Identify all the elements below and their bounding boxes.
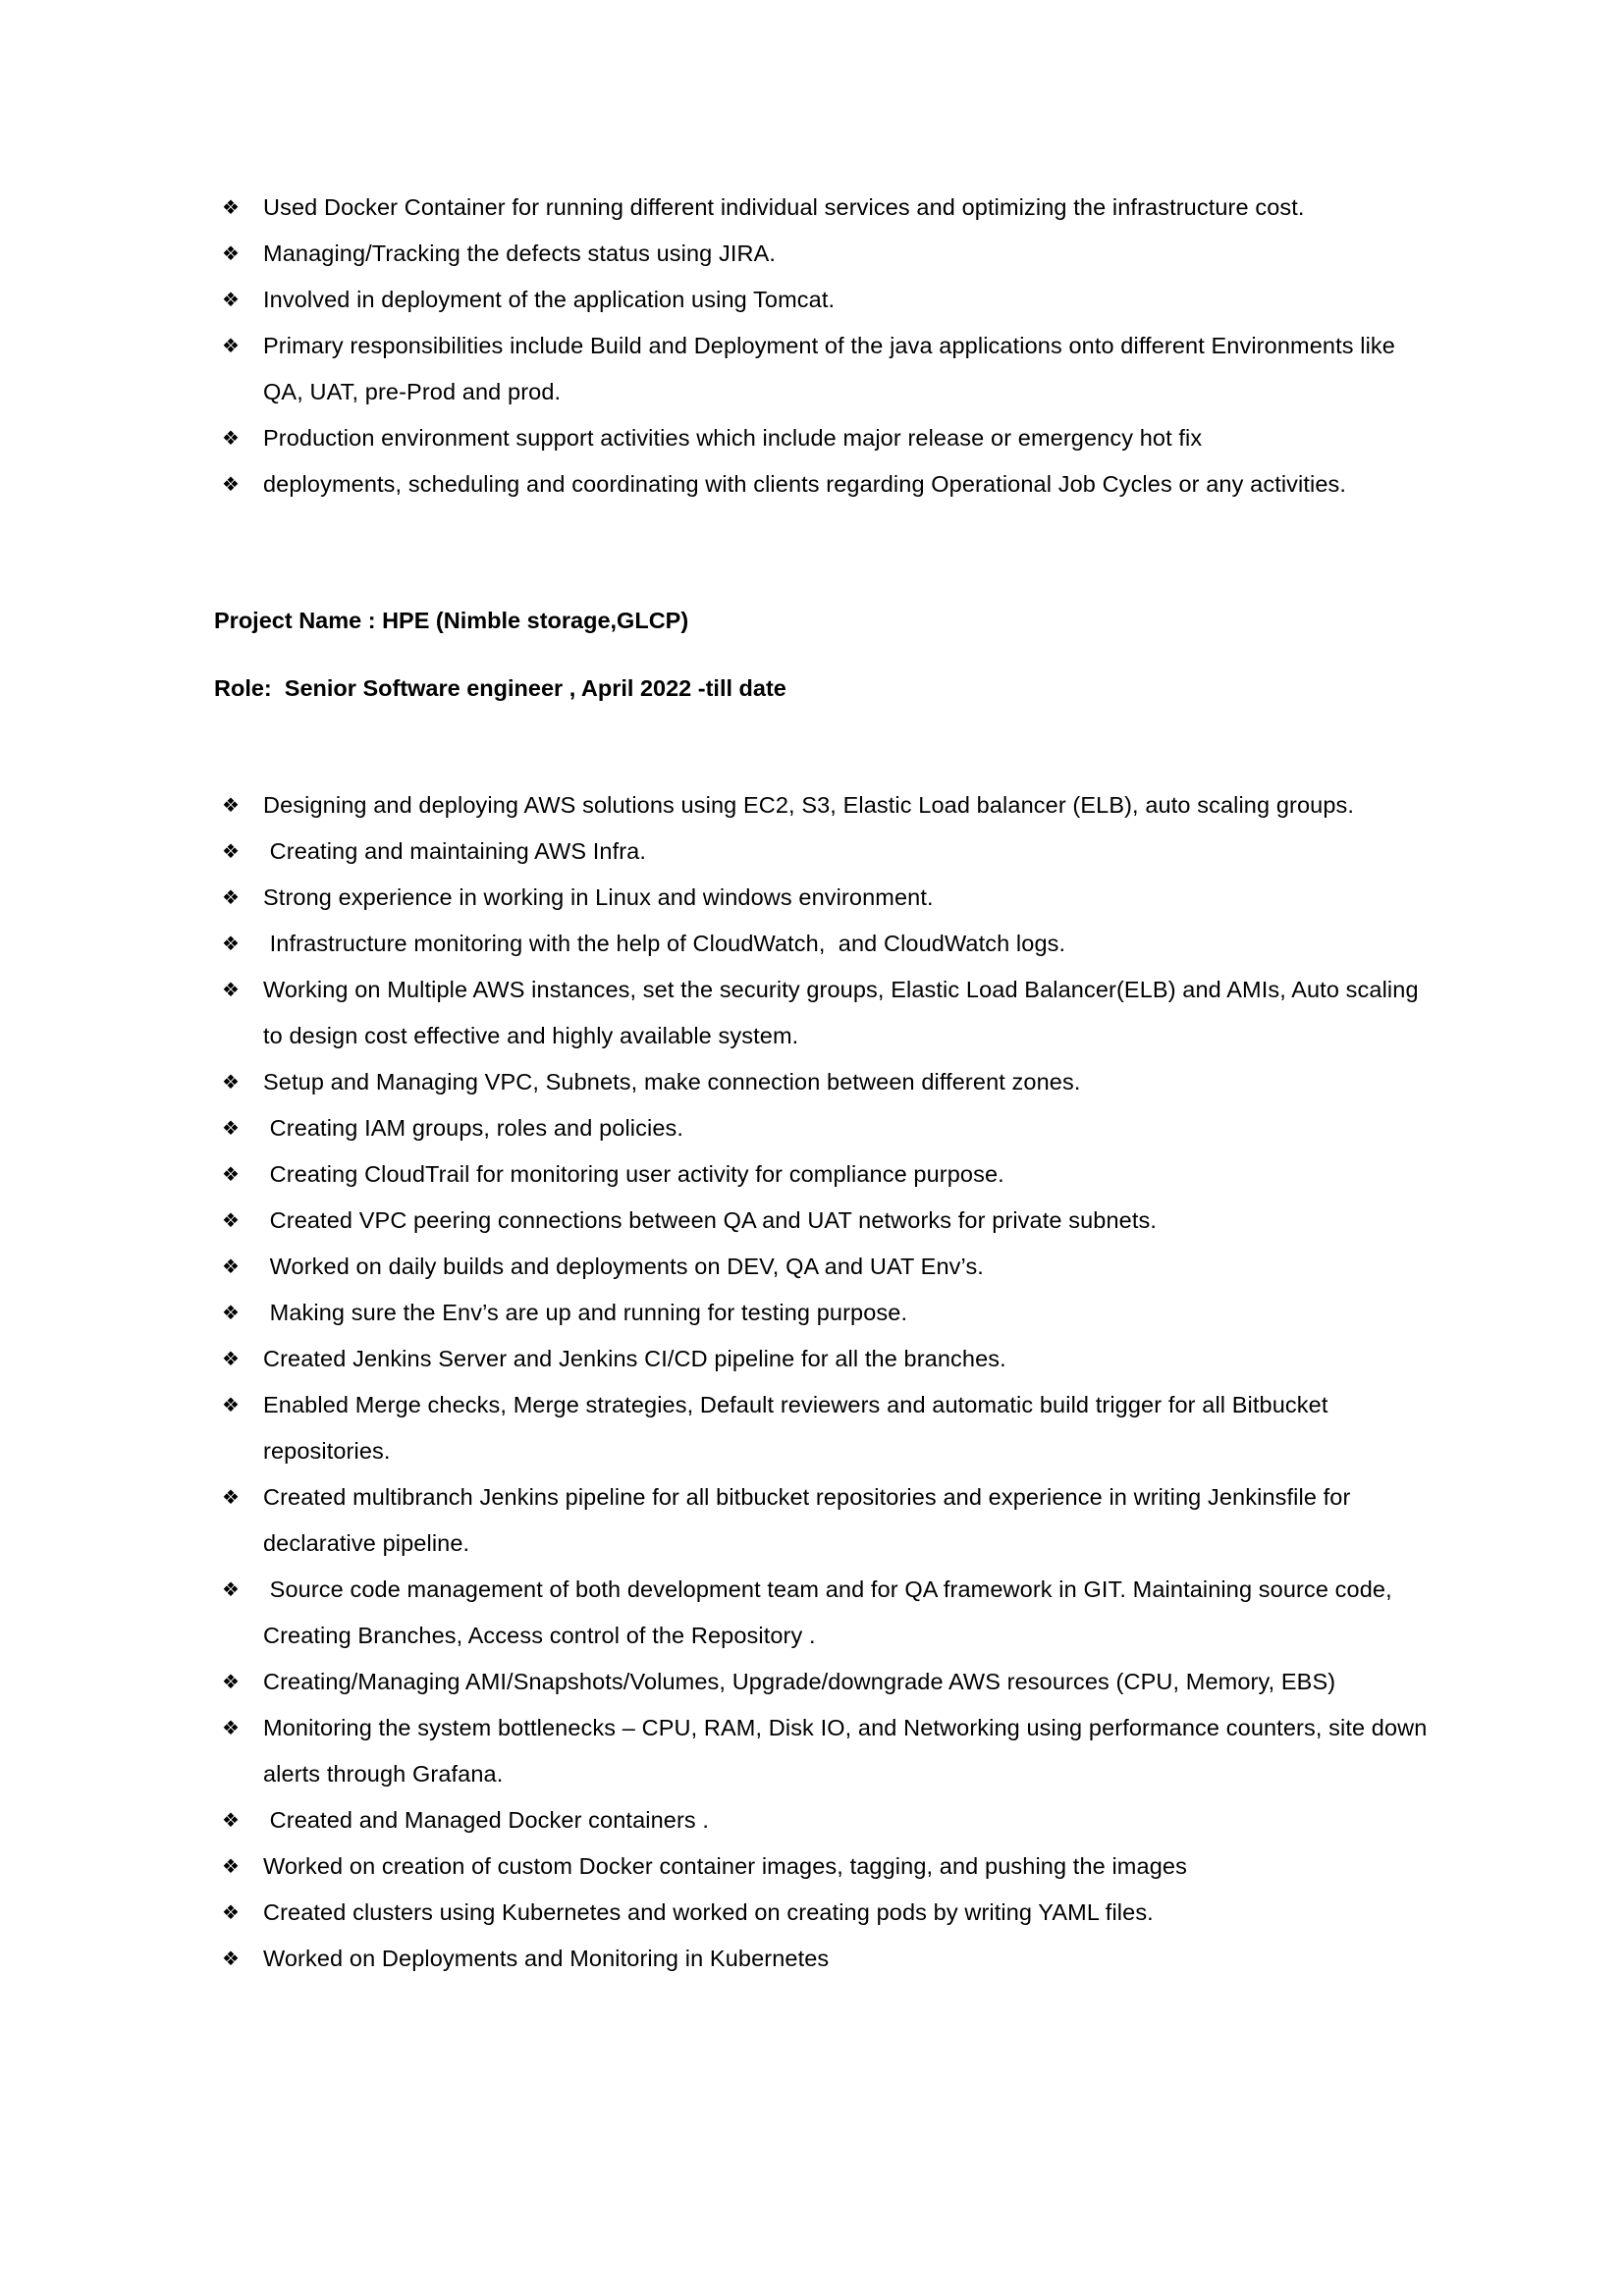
list-item xyxy=(214,828,1432,875)
diamond-bullet-icon: ❖ xyxy=(222,1670,241,1693)
list-item-text: Managing/Tracking the defects status using JIRA. xyxy=(263,240,777,266)
list-item xyxy=(214,967,1432,1059)
list-item-text: Creating IAM groups, roles and policies. xyxy=(263,1115,684,1141)
list-item xyxy=(214,1843,1432,1890)
list-item-text: Designing and deploying AWS solutions using EC2, S3, Elastic Load balancer (ELB), auto scaling groups. xyxy=(263,792,1355,818)
list-item-text: Created and Managed Docker containers . xyxy=(263,1807,710,1833)
list-item-text: Infrastructure monitoring with the help of CloudWatch, and CloudWatch logs. xyxy=(263,931,1066,956)
list-item xyxy=(214,185,1432,231)
list-item-text: Created VPC peering connections between QA and UAT networks for private subnets. xyxy=(263,1207,1157,1233)
list-item-text: Worked on daily builds and deployments on DEV, QA and UAT Env’s. xyxy=(263,1254,984,1279)
list-item xyxy=(214,1198,1432,1244)
heading-spacer xyxy=(214,644,1432,666)
diamond-bullet-icon: ❖ xyxy=(222,1577,241,1601)
list-item-text: Enabled Merge checks, Merge strategies, Default reviewers and automatic build trigger for all Bitbucket repositories. xyxy=(263,1392,1335,1464)
diamond-bullet-icon: ❖ xyxy=(222,195,241,219)
list-item xyxy=(214,875,1432,921)
list-item-text: Source code management of both development team and for QA framework in GIT. Maintaining source code, Creating Branches, Access control of the Repository . xyxy=(263,1576,1399,1648)
diamond-bullet-icon: ❖ xyxy=(222,1301,241,1324)
diamond-bullet-icon: ❖ xyxy=(222,1485,241,1509)
list-item xyxy=(214,1105,1432,1151)
diamond-bullet-icon: ❖ xyxy=(222,1808,241,1832)
document-content xyxy=(214,185,1435,1982)
list-item-text: Creating and maintaining AWS Infra. xyxy=(263,838,647,864)
list-item-text: Worked on Deployments and Monitoring in Kubernetes xyxy=(263,1946,830,1971)
list-item-text: Created Jenkins Server and Jenkins CI/CD pipeline for all the branches. xyxy=(263,1346,1006,1371)
list-item xyxy=(214,921,1432,967)
list-item-text: Used Docker Container for running different individual services and optimizing the infrastructure cost. xyxy=(263,194,1305,220)
diamond-bullet-icon: ❖ xyxy=(222,334,241,357)
list-item xyxy=(214,1567,1432,1659)
list-item xyxy=(214,1474,1432,1567)
list-item xyxy=(214,1890,1432,1936)
list-item xyxy=(214,1059,1432,1105)
diamond-bullet-icon: ❖ xyxy=(222,288,241,311)
list-item xyxy=(214,231,1432,277)
role-spacer xyxy=(214,712,1432,782)
list-item-text: Creating/Managing AMI/Snapshots/Volumes, Upgrade/downgrade AWS resources (CPU, Memory, EBS) xyxy=(263,1669,1336,1694)
list-item xyxy=(214,323,1432,415)
list-item-text: Monitoring the system bottlenecks – CPU, RAM, Disk IO, and Networking using performance counters, site down alerts through Grafana. xyxy=(263,1715,1435,1787)
list-item-text: Created clusters using Kubernetes and worked on creating pods by writing YAML files. xyxy=(263,1899,1154,1925)
list-item xyxy=(214,1797,1432,1843)
list-item xyxy=(214,1336,1432,1382)
list-item xyxy=(214,1936,1432,1982)
list-item xyxy=(214,782,1432,828)
list-item-text: deployments, scheduling and coordinating with clients regarding Operational Job Cycles or any activities. xyxy=(263,471,1347,497)
diamond-bullet-icon: ❖ xyxy=(222,472,241,496)
list-item-text: Production environment support activities which include major release or emergency hot fix xyxy=(263,425,1203,451)
role-heading: Role: Senior Software engineer , April 2022 -till date xyxy=(214,675,786,701)
responsibilities-list-hpe xyxy=(214,782,1435,1982)
list-item-text: Setup and Managing VPC, Subnets, make connection between different zones. xyxy=(263,1069,1081,1095)
section-spacer xyxy=(214,507,1432,598)
list-item xyxy=(214,1151,1432,1198)
project-name-heading: Project Name : HPE (Nimble storage,GLCP) xyxy=(214,608,689,633)
diamond-bullet-icon: ❖ xyxy=(222,1116,241,1140)
diamond-bullet-icon: ❖ xyxy=(222,1255,241,1278)
list-item-text: Creating CloudTrail for monitoring user activity for compliance purpose. xyxy=(263,1161,1004,1187)
list-item-text: Created multibranch Jenkins pipeline for all bitbucket repositories and experience in writing Jenkinsfile for declarative pipeline. xyxy=(263,1484,1358,1556)
diamond-bullet-icon: ❖ xyxy=(222,978,241,1001)
list-item xyxy=(214,1705,1435,1797)
diamond-bullet-icon: ❖ xyxy=(222,932,241,955)
list-item xyxy=(214,1290,1432,1336)
diamond-bullet-icon: ❖ xyxy=(222,793,241,817)
list-item-text: Primary responsibilities include Build and Deployment of the java applications onto different Environments like QA, UAT, pre-Prod and prod. xyxy=(263,333,1402,404)
list-item xyxy=(214,1659,1432,1705)
list-item-text: Involved in deployment of the application using Tomcat. xyxy=(263,287,836,312)
diamond-bullet-icon: ❖ xyxy=(222,1854,241,1878)
diamond-bullet-icon: ❖ xyxy=(222,1900,241,1924)
diamond-bullet-icon: ❖ xyxy=(222,1947,241,1970)
diamond-bullet-icon: ❖ xyxy=(222,1347,241,1370)
diamond-bullet-icon: ❖ xyxy=(222,1162,241,1186)
project-heading-block xyxy=(214,598,1432,644)
list-item-text: Working on Multiple AWS instances, set the security groups, Elastic Load Balancer(ELB) and AMIs, Auto scaling to design cost effective and highly available system. xyxy=(263,977,1426,1048)
list-item-text: Worked on creation of custom Docker container images, tagging, and pushing the images xyxy=(263,1853,1187,1879)
diamond-bullet-icon: ❖ xyxy=(222,1716,241,1739)
list-item xyxy=(214,1382,1432,1474)
list-item xyxy=(214,1244,1432,1290)
list-item-text: Strong experience in working in Linux and windows environment. xyxy=(263,884,934,910)
list-item xyxy=(214,415,1432,461)
diamond-bullet-icon: ❖ xyxy=(222,1393,241,1416)
list-item xyxy=(214,277,1432,323)
responsibilities-list-previous-project xyxy=(214,185,1432,507)
diamond-bullet-icon: ❖ xyxy=(222,1208,241,1232)
diamond-bullet-icon: ❖ xyxy=(222,1070,241,1094)
diamond-bullet-icon: ❖ xyxy=(222,241,241,265)
list-item xyxy=(214,461,1432,507)
role-heading-block xyxy=(214,666,1432,712)
diamond-bullet-icon: ❖ xyxy=(222,426,241,450)
diamond-bullet-icon: ❖ xyxy=(222,839,241,863)
diamond-bullet-icon: ❖ xyxy=(222,885,241,909)
list-item-text: Making sure the Env’s are up and running for testing purpose. xyxy=(263,1300,908,1325)
